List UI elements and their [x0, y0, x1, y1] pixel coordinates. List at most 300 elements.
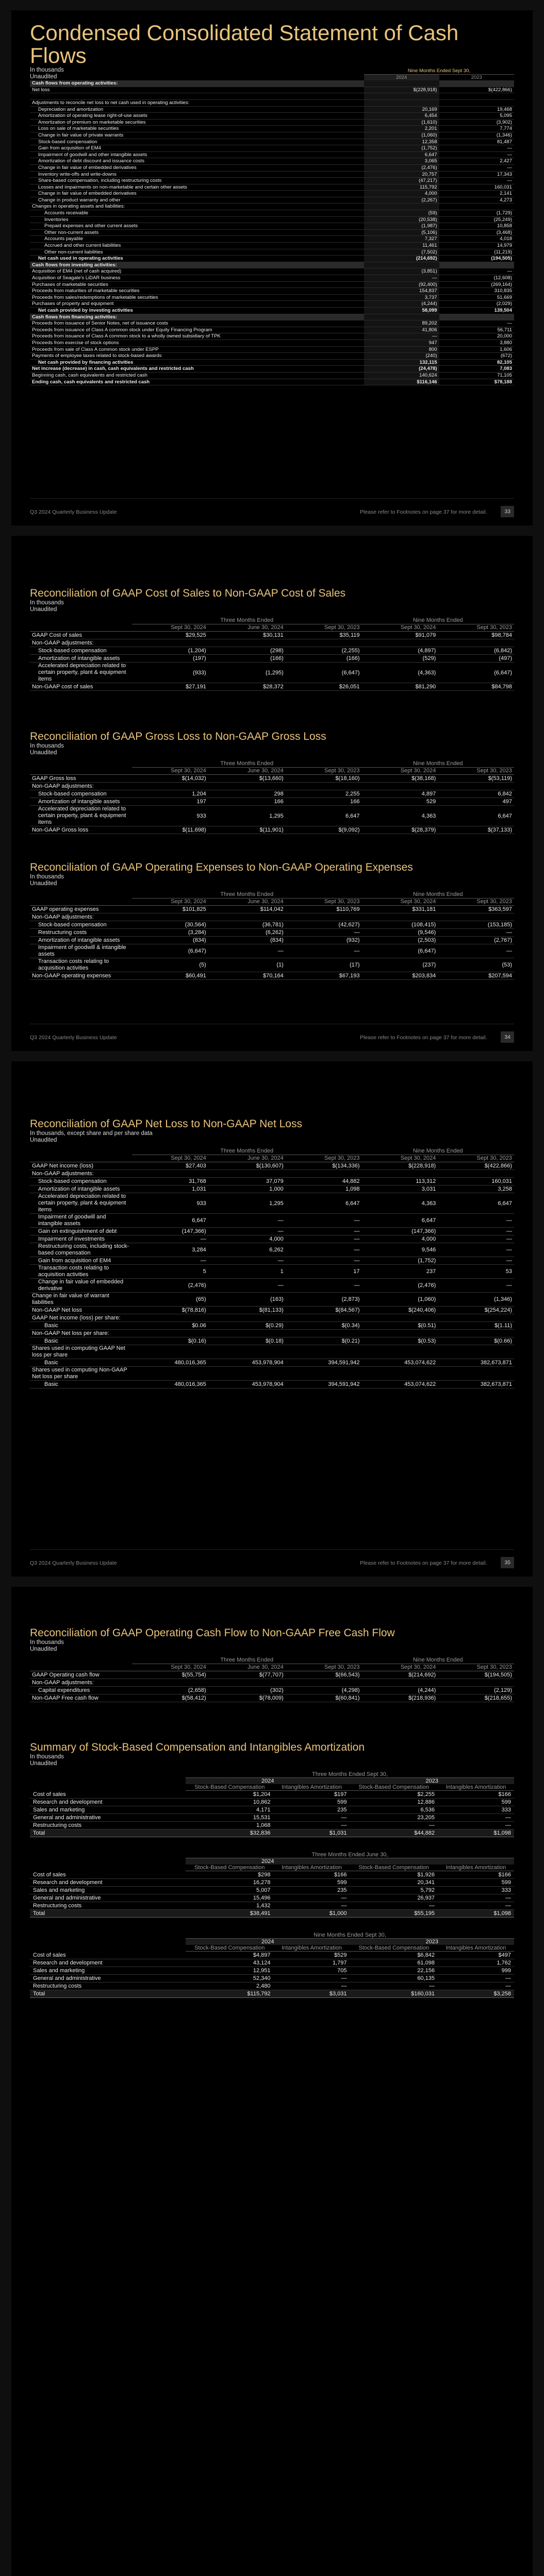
column-header: Sept 30, 2024 [132, 624, 208, 632]
blank [30, 899, 132, 906]
units-label: In thousands [30, 600, 64, 606]
cell-value: 933 [132, 1193, 208, 1214]
value-2023: (2,029) [439, 301, 515, 308]
column-header: Sept 30, 2023 [286, 1155, 362, 1162]
table-row [30, 1910, 514, 1918]
audit-label: Unaudited [30, 880, 57, 887]
cell-value: (4,897) [362, 647, 438, 655]
cell-value: — [286, 1243, 362, 1257]
value-2024: (2,267) [364, 197, 439, 204]
value-2023 [439, 80, 515, 87]
blank [30, 1771, 186, 1778]
row-label [30, 93, 364, 100]
cell-value: (6,647) [286, 663, 362, 683]
table-row [30, 379, 514, 385]
cell-value: $(37,133) [438, 826, 514, 834]
row-label: Change in fair value of warrant liabilities [30, 1293, 132, 1307]
value-2024 [364, 80, 439, 87]
value-2023: — [439, 268, 515, 275]
table-row [30, 268, 514, 275]
table-row [30, 1193, 514, 1214]
cell-value [286, 1345, 362, 1359]
cell-value: — [208, 1279, 286, 1293]
cell-value [132, 1679, 208, 1687]
cell-value: $(0.29) [208, 1322, 286, 1330]
cell-value: $(240,406) [362, 1307, 438, 1314]
table-row [30, 1279, 514, 1293]
section-title: Reconciliation of GAAP Operating Expenses to Non-GAAP Operating Expenses [30, 861, 413, 873]
cash-flow-table [30, 68, 514, 385]
column-header: Stock-Based Compensation [186, 1784, 273, 1791]
cell-value: 1,797 [273, 1959, 350, 1967]
cell-value: (6,647) [362, 944, 438, 958]
column-header: June 30, 2024 [208, 899, 286, 906]
row-label: Sales and marketing [30, 1967, 186, 1975]
year-row [30, 1858, 514, 1865]
table-row [30, 262, 514, 268]
units-label: In thousands [30, 1639, 64, 1646]
cell-value: — [208, 1214, 286, 1228]
section-title: Reconciliation of GAAP Cost of Sales to Non-GAAP Cost of Sales [30, 587, 346, 599]
cell-value [438, 1367, 514, 1381]
row-label: Amortization of intangible assets [30, 1185, 132, 1193]
row-label: Changes in operating assets and liabilities: [30, 204, 364, 210]
row-label: Losses and impairments on non-marketable and certain other assets [30, 184, 364, 191]
table-row [30, 216, 514, 223]
row-label: Sales and marketing [30, 1806, 186, 1814]
row-label: Research and development [30, 1959, 186, 1967]
value-2024: (92,400) [364, 281, 439, 288]
year-header [350, 1858, 514, 1865]
row-label: Shares used in computing Non-GAAP Net loss per share [30, 1367, 132, 1381]
table-row [30, 663, 514, 683]
row-label: Restructuring costs [30, 1902, 186, 1910]
row-label: Impairment of goodwill and intangible assets [30, 1214, 132, 1228]
value-2023: 310,835 [439, 288, 515, 295]
table-row [30, 1975, 514, 1982]
cell-value [286, 1679, 362, 1687]
value-2024: 2,201 [364, 126, 439, 132]
units-label: In thousands [30, 67, 64, 73]
table-row [30, 1967, 514, 1975]
cell-value: $(18,160) [286, 775, 362, 783]
cell-value: 37,079 [208, 1178, 286, 1185]
cell-value: — [438, 1257, 514, 1265]
row-label: GAAP Net income (loss) per share: [30, 1314, 132, 1322]
cell-value [438, 1679, 514, 1687]
table-row [30, 1879, 514, 1887]
value-2024: 3,065 [364, 158, 439, 165]
cell-value: 453,978,904 [208, 1381, 286, 1388]
cell-value: $70,164 [208, 972, 286, 980]
value-2024: 6,454 [364, 113, 439, 120]
cell-value: 22,156 [350, 1967, 437, 1975]
table-row [30, 783, 514, 790]
footer-note: Please refer to Footnotes on page 37 for more detail. [360, 1035, 487, 1041]
section-title: Reconciliation of GAAP Operating Cash Flow to Non-GAAP Free Cash Flow [30, 1627, 395, 1639]
cell-value: $(13,660) [208, 775, 286, 783]
value-2024: 140,624 [364, 372, 439, 379]
cell-value: — [438, 1814, 514, 1822]
cell-value: $(53,119) [438, 775, 514, 783]
value-2024: (7,502) [364, 249, 439, 256]
cell-value: (932) [286, 937, 362, 944]
table-row [30, 275, 514, 282]
cell-value: 20,341 [350, 1879, 437, 1887]
column-header: Sept 30, 2023 [286, 624, 362, 632]
cell-value: — [286, 1257, 362, 1265]
period-header: Three Months Ended Sept 30, [186, 1771, 514, 1778]
cell-value: — [273, 1982, 350, 1990]
cell-value: 705 [273, 1967, 350, 1975]
cell-value: $(0.66) [438, 1337, 514, 1345]
row-label: Research and development [30, 1799, 186, 1806]
row-label: Accounts payable [30, 236, 364, 243]
value-2024: (1,060) [364, 132, 439, 139]
column-header: Intangibles Amortization [273, 1865, 350, 1871]
page-footer [30, 1549, 514, 1577]
row-label: Beginning cash, cash equivalents and restricted cash [30, 372, 364, 379]
cell-value: $(66,543) [286, 1671, 362, 1679]
table-row [30, 151, 514, 158]
row-label: Change in product warranty and other [30, 197, 364, 204]
cell-value [132, 1367, 208, 1381]
cell-value: 160,031 [438, 1178, 514, 1185]
row-label: Depreciation and amortization [30, 106, 364, 113]
cell-value: $1,000 [273, 1910, 350, 1918]
reconciliation-table [30, 1657, 514, 1702]
table-row [30, 236, 514, 243]
row-label: Non-GAAP adjustments: [30, 913, 132, 921]
cell-value [438, 639, 514, 647]
cell-value: $(194,505) [438, 1671, 514, 1679]
group-three-months: Three Months Ended [132, 1148, 362, 1155]
cell-value: — [438, 1243, 514, 1257]
table-row [30, 1345, 514, 1359]
units-label: In thousands, except share and per share data [30, 1130, 153, 1137]
table-row [30, 1235, 514, 1243]
cell-value: 298 [208, 790, 286, 798]
cell-value: (529) [362, 655, 438, 663]
row-label: General and administrative [30, 1814, 186, 1822]
column-header-row [30, 1155, 514, 1162]
table-row [30, 929, 514, 937]
cell-value: — [350, 1982, 437, 1990]
cell-value: 4,897 [362, 790, 438, 798]
row-label: General and administrative [30, 1894, 186, 1902]
row-label: Restructuring costs, including stock-based compensation [30, 1243, 132, 1257]
cell-value: 1,295 [208, 1193, 286, 1214]
cell-value: — [132, 1257, 208, 1265]
cell-value [286, 913, 362, 921]
value-2023: (269,164) [439, 281, 515, 288]
blank [30, 1865, 186, 1871]
table-row [30, 294, 514, 301]
cell-value: $529 [273, 1952, 350, 1959]
column-header: Intangibles Amortization [438, 1945, 514, 1952]
table-row [30, 683, 514, 691]
footer-note: Please refer to Footnotes on page 37 for more detail. [360, 509, 487, 515]
cell-value [208, 639, 286, 647]
cell-value: (9,546) [362, 929, 438, 937]
row-label: Impairment of goodwill and other intangible assets [30, 151, 364, 158]
cell-value: $166 [438, 1791, 514, 1799]
cell-value: — [208, 1228, 286, 1235]
cell-value [438, 783, 514, 790]
row-label: General and administrative [30, 1975, 186, 1982]
table-row [30, 958, 514, 972]
section-title: Reconciliation of GAAP Gross Loss to Non-GAAP Gross Loss [30, 731, 326, 742]
cell-value: 999 [438, 1967, 514, 1975]
cell-value: 235 [273, 1887, 350, 1894]
value-2024: 41,806 [364, 327, 439, 333]
cell-value: $(218,936) [362, 1694, 438, 1702]
cell-value: — [350, 1902, 437, 1910]
table-row [30, 191, 514, 197]
table-row [30, 320, 514, 327]
table-row [30, 1381, 514, 1388]
cell-value [286, 783, 362, 790]
row-label: Capital expenditures [30, 1687, 132, 1694]
cell-value: 599 [273, 1879, 350, 1887]
cell-value: (147,366) [132, 1228, 208, 1235]
cell-value: 6,647 [286, 1193, 362, 1214]
row-label: GAAP Gross loss [30, 775, 132, 783]
row-label: Impairment of investments [30, 1235, 132, 1243]
cell-value: $60,491 [132, 972, 208, 980]
row-label: Payments of employee taxes related to stock-based awards [30, 353, 364, 360]
value-2024: 132,115 [364, 359, 439, 366]
cell-value: (237) [362, 958, 438, 972]
row-label: Accelerated depreciation related to certain property, plant & equipment items [30, 806, 132, 826]
table-row [30, 1170, 514, 1178]
table-row [30, 972, 514, 980]
footer-left: Q3 2024 Quarterly Business Update [30, 509, 117, 515]
cell-value [132, 1170, 208, 1178]
cell-value [208, 1314, 286, 1322]
cell-value: $(78,816) [132, 1307, 208, 1314]
cell-value: 166 [286, 798, 362, 806]
year-2024: 2024 [364, 74, 439, 80]
table-row [30, 359, 514, 366]
row-label: GAAP operating expenses [30, 906, 132, 913]
cell-value: (30,564) [132, 921, 208, 929]
cell-value: 3,284 [132, 1243, 208, 1257]
row-label: Impairment of goodwill & intangible assets [30, 944, 132, 958]
row-label: Accounts receivable [30, 210, 364, 217]
column-header: Sept 30, 2023 [286, 899, 362, 906]
cell-value: 6,647 [132, 1214, 208, 1228]
cell-value: 26,937 [350, 1894, 437, 1902]
value-2024: (59) [364, 210, 439, 217]
cell-value [362, 1330, 438, 1337]
column-header-row [30, 899, 514, 906]
cell-value: 17 [286, 1265, 362, 1279]
table-row [30, 1330, 514, 1337]
cell-value: $35,119 [286, 632, 362, 639]
row-label: Net cash provided by financing activities [30, 359, 364, 366]
value-2024 [364, 314, 439, 320]
cell-value: $27,191 [132, 683, 208, 691]
table-row [30, 1982, 514, 1990]
row-label: Cash flows from investing activities: [30, 262, 364, 268]
cell-value: $(0.21) [286, 1337, 362, 1345]
cell-value: 6,647 [362, 1214, 438, 1228]
cell-value: 529 [362, 798, 438, 806]
value-2023: (3,468) [439, 229, 515, 236]
cell-value: 9,546 [362, 1243, 438, 1257]
cell-value [438, 1330, 514, 1337]
cell-value: 333 [438, 1806, 514, 1814]
cell-value [286, 1170, 362, 1178]
cell-value [362, 913, 438, 921]
cell-value: (834) [208, 937, 286, 944]
cell-value: (2,129) [438, 1687, 514, 1694]
footer-left: Q3 2024 Quarterly Business Update [30, 1035, 117, 1041]
table-row [30, 1243, 514, 1257]
year-header: 2024 [186, 1858, 350, 1865]
table-row [30, 1367, 514, 1381]
cell-value: $(9,092) [286, 826, 362, 834]
table-row [30, 1959, 514, 1967]
row-label: Net loss [30, 87, 364, 93]
row-label: Stock-based compensation [30, 139, 364, 145]
row-label: Shares used in computing GAAP Net loss per share [30, 1345, 132, 1359]
table-row [30, 790, 514, 798]
cell-value: $(14,032) [132, 775, 208, 783]
period-header: Three Months Ended June 30, [186, 1852, 514, 1858]
row-label: Loss on sale of marketable securities [30, 126, 364, 132]
cell-value: (2,476) [132, 1279, 208, 1293]
table-row [30, 1214, 514, 1228]
column-header: Sept 30, 2023 [438, 624, 514, 632]
column-header-row [30, 624, 514, 632]
row-label: Stock-based compensation [30, 1178, 132, 1185]
value-2023: $(422,866) [439, 87, 515, 93]
value-2023: 7,083 [439, 366, 515, 372]
cell-value [438, 913, 514, 921]
cell-value: 44,882 [286, 1178, 362, 1185]
section-title: Reconciliation of GAAP Net Loss to Non-GAAP Net Loss [30, 1118, 302, 1130]
row-label: Amortization of intangible assets [30, 798, 132, 806]
cell-value: 10,862 [186, 1799, 273, 1806]
blank [30, 1784, 186, 1791]
period-row [30, 1771, 514, 1778]
cell-value: 4,363 [362, 806, 438, 826]
row-label: Proceeds from sales/redemptions of marketable securities [30, 294, 364, 301]
cell-value: — [286, 1235, 362, 1243]
table-row [30, 256, 514, 262]
cell-value: 6,842 [438, 790, 514, 798]
cell-value: $81,290 [362, 683, 438, 691]
row-label: Research and development [30, 1879, 186, 1887]
cell-value: 5 [132, 1265, 208, 1279]
cell-value [208, 1345, 286, 1359]
cell-value: (6,842) [438, 647, 514, 655]
cell-value: 4,000 [208, 1235, 286, 1243]
cell-value: (1,752) [362, 1257, 438, 1265]
value-2024: 115,792 [364, 184, 439, 191]
cell-value: (153,185) [438, 921, 514, 929]
cell-value: 599 [438, 1799, 514, 1806]
row-label: Stock-based compensation [30, 647, 132, 655]
table-row [30, 126, 514, 132]
row-label: Accrued and other current liabilities [30, 243, 364, 249]
row-label: Change in fair value of embedded derivatives [30, 191, 364, 197]
cell-value [362, 1679, 438, 1687]
cell-value: (1,295) [208, 663, 286, 683]
value-2023: — [439, 164, 515, 171]
page-cash-flows [11, 10, 533, 526]
page-number: 34 [501, 1031, 514, 1043]
row-label: GAAP Cost of sales [30, 632, 132, 639]
table-row [30, 93, 514, 100]
cell-value: — [208, 944, 286, 958]
cell-value: (1) [208, 958, 286, 972]
cell-value: $32,836 [186, 1829, 273, 1837]
cell-value: (4,363) [362, 663, 438, 683]
cell-value: 6,536 [350, 1806, 437, 1814]
table-row [30, 906, 514, 913]
cell-value [132, 639, 208, 647]
cash-flow-table-wrap [30, 68, 514, 385]
cell-value: $497 [438, 1952, 514, 1959]
table-row [30, 1322, 514, 1330]
cell-value: $44,882 [350, 1829, 437, 1837]
table-row [30, 164, 514, 171]
units-label: In thousands [30, 743, 64, 749]
row-label: Gain from acquisition of EM4 [30, 1257, 132, 1265]
row-label: Change in fair value of embedded derivatives [30, 164, 364, 171]
table-row [30, 210, 514, 217]
row-label: Proceeds from issuance of Class A common stock under Equity Financing Program [30, 327, 364, 333]
column-header: Stock-Based Compensation [350, 1945, 437, 1952]
value-2023: 19,468 [439, 106, 515, 113]
cell-value: 235 [273, 1806, 350, 1814]
cell-value: $4,897 [186, 1952, 273, 1959]
units-label: In thousands [30, 1754, 64, 1760]
value-2024: (1,752) [364, 145, 439, 152]
row-label: Change in fair value of embedded derivative [30, 1279, 132, 1293]
cell-value: — [273, 1902, 350, 1910]
row-label: Net increase (decrease) in cash, cash equivalents and restricted cash [30, 366, 364, 372]
table-row [30, 1265, 514, 1279]
cell-value: (2,658) [132, 1687, 208, 1694]
cell-value: (4,244) [362, 1687, 438, 1694]
cell-value: $(81,133) [208, 1307, 286, 1314]
table-row [30, 1314, 514, 1322]
value-2023: (3,902) [439, 119, 515, 126]
table-row [30, 327, 514, 333]
cell-value: (53) [438, 958, 514, 972]
column-header: Stock-Based Compensation [350, 1865, 437, 1871]
blank [30, 768, 132, 775]
value-2023: 56,711 [439, 327, 515, 333]
cell-value [438, 1170, 514, 1178]
table-row [30, 340, 514, 346]
cell-value: $(422,866) [438, 1162, 514, 1170]
table-row [30, 1307, 514, 1314]
cell-value: $166 [438, 1871, 514, 1879]
cell-value: 4,000 [362, 1235, 438, 1243]
blank [30, 760, 132, 768]
cell-value: 1,762 [438, 1959, 514, 1967]
value-2023: 14,979 [439, 243, 515, 249]
cell-value: $91,079 [362, 632, 438, 639]
cell-value: 599 [438, 1879, 514, 1887]
cell-value: $6,842 [350, 1952, 437, 1959]
cell-value: $(60,841) [286, 1694, 362, 1702]
